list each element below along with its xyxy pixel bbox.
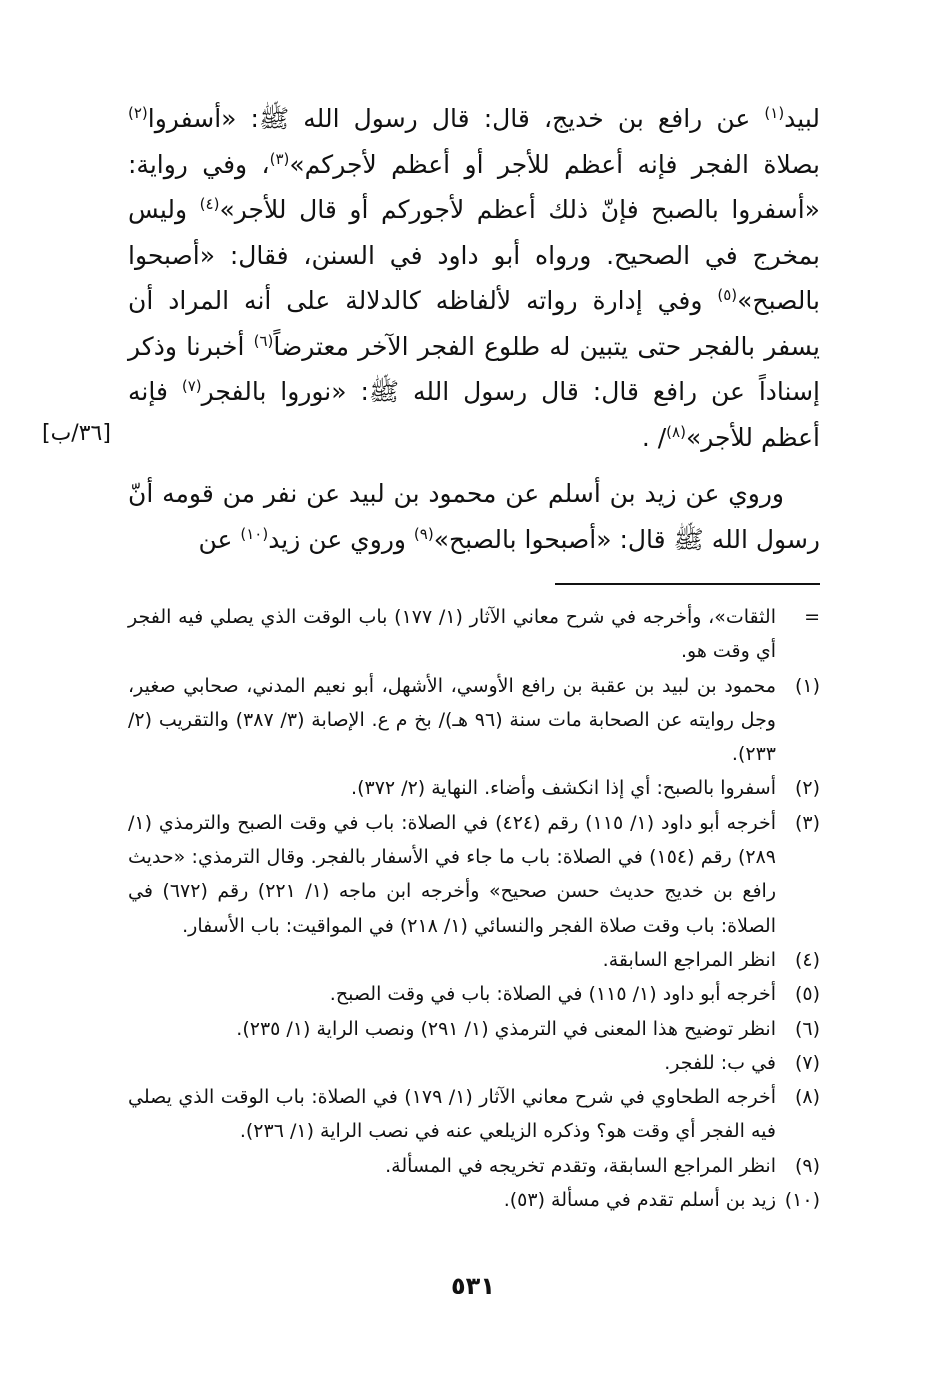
footnote-text: انظر المراجع السابقة. — [602, 948, 776, 971]
footnote-reference: (٤) — [199, 195, 220, 213]
body-text-run: لبيد — [784, 104, 820, 133]
footnote-item — [128, 1046, 820, 1080]
footnote-item — [128, 806, 820, 943]
footnote-number: (٥) — [794, 983, 820, 1006]
footnotes-section — [128, 600, 820, 1217]
body-text-run: بصلاة الفجر فإنه أعظم للأجر أو أعظم لأجركم» — [289, 149, 820, 179]
footnote-text: الثقات»، وأخرجه في شرح معاني الآثار (١/ ١٧٧) باب الوقت الذي يصلي فيه الفجر أي وقت هو. — [128, 606, 776, 663]
manuscript-folio-marker: [٣٦/ب] — [42, 421, 111, 446]
footnote-reference: (٦) — [253, 331, 274, 350]
footnote-text: أخرجه أبو داود (١/ ١١٥) رقم (٤٢٤) في الصلاة: باب في وقت الصبح والترمذي (١/ ٢٨٩) رقم (١٥٤) في الصلاة: باب ما جاء في الأسفار بالفجر. وقال الترمذي: «حديث رافع بن خديج حديث حسن صحيح» وأخرجه ابن ماجه (١/ ٢٢١) رقم (٦٧٢) في الصلاة: باب وقت صلاة الفجر والنسائي (١/ ٢١٨) في المواقيت: باب الأسفار. — [128, 811, 777, 937]
body-text-run: عن رافع بن خديج، قال: قال رسول الله ﷺ: «أسفروا — [147, 104, 765, 133]
footnote-number: (١٠) — [784, 1189, 820, 1212]
main-paragraph-2 — [128, 471, 820, 562]
body-text-run: / . — [641, 422, 667, 452]
body-text-run: عن — [198, 524, 241, 554]
footnote-reference: (٩) — [413, 524, 434, 543]
footnote-reference: (٧) — [181, 377, 202, 395]
footnote-number: (٩) — [794, 1154, 820, 1177]
body-text-run: فإنه أعظم للأجر» — [128, 377, 820, 452]
footnote-reference: (٨) — [666, 422, 686, 441]
footnote-item — [128, 1012, 820, 1046]
footnote-text: أخرجه الطحاوي في شرح معاني الآثار (١/ ١٧٩) في الصلاة: باب الوقت الذي يصلي فيه الفجر أي وقت هو؟ وذكره الزيلعي عنه في نصب الراية (١/ ٢٣٦). — [128, 1086, 776, 1143]
footnote-item — [128, 771, 820, 805]
footnote-separator-rule — [555, 583, 820, 585]
footnote-number: = — [804, 606, 820, 628]
footnote-item — [128, 1149, 820, 1183]
footnote-item — [128, 600, 820, 669]
footnote-number: (٨) — [794, 1086, 820, 1109]
footnote-reference: (٣) — [269, 149, 290, 168]
footnote-number: (١) — [794, 674, 820, 697]
main-paragraph-1 — [128, 96, 820, 460]
footnote-text: في ب: للفجر. — [664, 1051, 776, 1074]
footnote-reference: (١٠) — [240, 524, 269, 543]
body-text-run: أخبرنا وذكر إسناداً عن رافع قال: قال رسول الله ﷺ: «نوروا بالفجر — [128, 331, 820, 406]
footnote-item — [128, 669, 820, 772]
footnote-text: انظر توضيح هذا المعنى في الترمذي (١/ ٢٩١) ونصب الراية (١/ ٢٣٥). — [236, 1017, 776, 1040]
body-text-run: وروي عن زيد بن أسلم عن محمود بن لبيد عن نفر من قومه أنّ رسول الله ﷺ قال: «أصبحوا بالصبح» — [128, 479, 820, 554]
footnote-text: أخرجه أبو داود (١/ ١١٥) في الصلاة: باب في وقت الصبح. — [329, 983, 776, 1006]
page-number: ٥٣١ — [451, 1272, 495, 1300]
body-text-run: وليس بمخرج في الصحيح. ورواه أبو داود في السنن، فقال: «أصبحوا بالصبح» — [128, 195, 820, 315]
footnote-number: (٧) — [794, 1051, 820, 1074]
body-text-run: وروي عن زيد — [268, 524, 414, 554]
footnote-text: أسفروا بالصبح: أي إذا انكشف وأضاء. النهاية (٢/ ٣٧٢). — [351, 777, 776, 800]
footnote-reference: (١) — [764, 104, 785, 122]
footnote-item — [128, 1183, 820, 1217]
body-text-run: وفي إدارة رواته لألفاظه كالدلالة على أنه المراد أن يسفر بالفجر حتى يتبين له طلوع الفجر الآخر معترضاً — [128, 286, 820, 361]
footnote-number: (٣) — [794, 811, 820, 834]
footnote-item — [128, 943, 820, 977]
footnote-reference: (٥) — [717, 286, 738, 304]
footnote-item — [128, 1080, 820, 1149]
footnote-item — [128, 977, 820, 1011]
footnote-number: (٤) — [794, 948, 820, 971]
footnote-number: (٢) — [794, 777, 820, 800]
footnote-reference: (٢) — [128, 104, 148, 122]
footnote-text: محمود بن لبيد بن عقبة بن رافع الأوسي، الأشهل، أبو نعيم المدني، صحابي صغير، وجل روايته عن الصحابة مات سنة (٩٦ هـ)/ بخ م ع. الإصابة (٣/ ٣٨٧) والتقريب (٢/ ٢٣٣). — [128, 674, 776, 766]
body-text-run: ، وفي رواية: «أسفروا بالصبح فإنّ ذلك أعظم لأجوركم أو قال للأجر» — [128, 149, 820, 224]
footnote-text: زيد بن أسلم تقدم في مسألة (٥٣). — [503, 1189, 776, 1212]
footnote-text: انظر المراجع السابقة، وتقدم تخريجه في المسألة. — [385, 1154, 776, 1177]
footnote-number: (٦) — [794, 1017, 820, 1040]
